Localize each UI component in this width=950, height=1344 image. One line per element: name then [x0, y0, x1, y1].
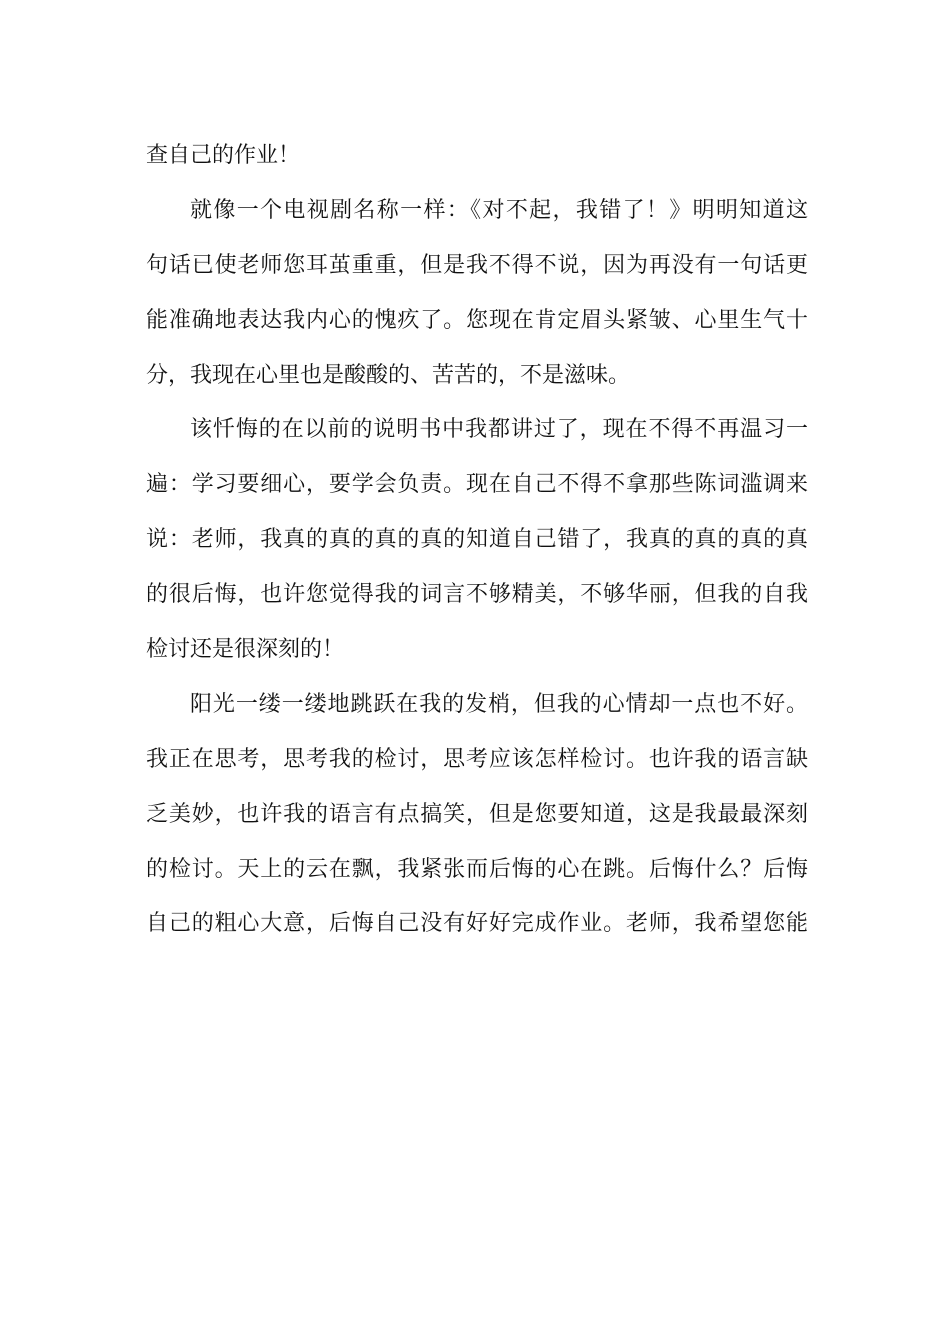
- text-line: 句话已使老师您耳茧重重，但是我不得不说，因为再没有一句话更: [146, 252, 808, 278]
- text-line: 的检讨。天上的云在飘，我紧张而后悔的心在跳。后悔什么？后悔: [146, 856, 808, 882]
- text-line: 自己的粗心大意，后悔自己没有好好完成作业。老师，我希望您能: [146, 911, 808, 937]
- text-line: 我正在思考，思考我的检讨，思考应该怎样检讨。也许我的语言缺: [146, 746, 808, 772]
- text-line: 能准确地表达我内心的愧疚了。您现在肯定眉头紧皱、心里生气十: [146, 307, 808, 333]
- text-line: 检讨还是很深刻的！: [146, 637, 345, 663]
- text-line: 乏美妙，也许我的语言有点搞笑，但是您要知道，这是我最最深刻: [146, 801, 808, 827]
- text-line: 说：老师，我真的真的真的真的知道自己错了，我真的真的真的真: [146, 527, 808, 553]
- text-line: 该忏悔的在以前的说明书中我都讲过了，现在不得不再温习一: [190, 417, 808, 443]
- text-line: 就像一个电视剧名称一样：《对不起，我错了！》明明知道这: [190, 197, 808, 223]
- text-line: 查自己的作业！: [146, 143, 301, 168]
- text-line: 的很后悔，也许您觉得我的词言不够精美，不够华丽，但我的自我: [146, 582, 808, 608]
- text-line: 阳光一缕一缕地跳跃在我的发梢，但我的心情却一点也不好。: [190, 691, 808, 717]
- document-body: [146, 129, 808, 952]
- text-line: 遍：学习要细心，要学会负责。现在自己不得不拿那些陈词滥调来: [146, 472, 808, 498]
- text-line: 分，我现在心里也是酸酸的、苦苦的，不是滋味。: [146, 362, 631, 388]
